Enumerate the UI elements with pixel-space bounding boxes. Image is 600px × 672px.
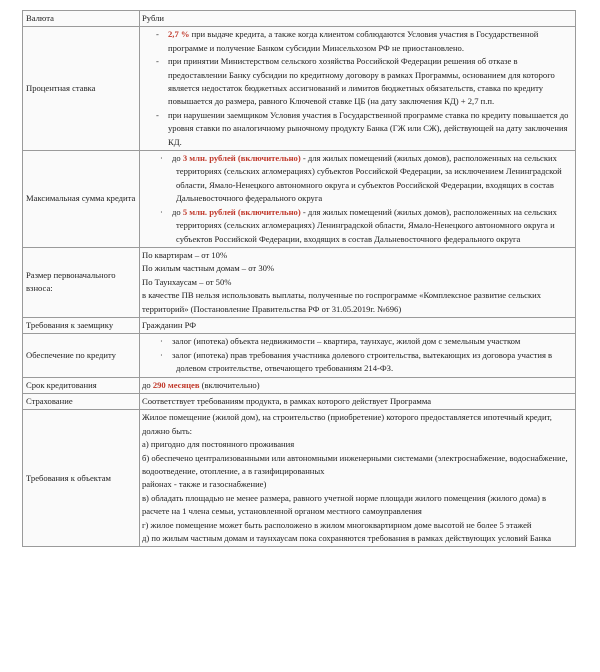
loan-conditions-document [22,10,576,547]
list-item: · залог (ипотека) прав требования участника долевого строительства, вытекающих из договора участия в долевом строительстве, отвечающего требованиям 214-ФЗ. [160,349,553,374]
highlight-term: 290 месяцев [152,379,200,390]
row-label: Обеспечение по кредиту [23,334,140,377]
collateral-cell [140,334,576,377]
table-row-collateral [23,334,576,377]
row-label: Требования к объектам [23,410,140,547]
row-label: Размер первоначального взноса: [23,247,140,317]
row-label: Требования к заемщику [23,317,140,333]
dot-bullet: · [160,153,163,164]
down-payment-cell [140,247,576,317]
term-cell: до 290 месяцев (включительно) [140,377,576,393]
row-label: Срок кредитования [23,377,140,393]
objects-cell [140,410,576,547]
list-item: - при принятии Министерством сельского хозяйства Российской Федерации решения об отказе в предоставлении Банку субсидии по кредитному договору в рамках Программы, основанием для которого является недостаток бюджетных ассигнований и лимитов бюджетных обязательств, ставка по кредиту повышается до размера, равного Ключевой ставке ЦБ (на дату заключения КД) + 2,7 п.п. [156,56,555,107]
table-row-borrower [23,317,576,333]
dash-bullet: - [156,56,159,67]
dot-bullet: · [160,349,163,360]
conditions-table [22,10,576,547]
highlight-amount: 5 млн. рублей (включительно) [182,206,301,217]
text-line: б) обеспечено централизованными или автономными инженерными системами (электроснабжение, водоснабжение, водоотведение, отопление, а в газифицированных [142,452,568,476]
table-row-interest-rate [23,27,576,151]
max-sum-cell [140,151,576,248]
text-line: в) обладать площадью не менее размера, равного учетной норме площади жилого помещения (жилого дома) в расчете на 1 члена семьи, установленной органом местного самоуправления [142,492,547,517]
text-line: По Таунхаусам – от 50% [142,276,232,287]
row-label: Страхование [23,393,140,409]
table-row-max-sum [23,151,576,248]
text-line: По квартирам – от 10% [142,249,228,260]
text-line: Жилое помещение (жилой дом), на строительство (приобретение) которого предоставляется ипотечный кредит, должно быть: [142,412,552,436]
list-item: - 2,7 % при выдаче кредита, а также когда клиентом соблюдаются Условия участия в Государственной программе и получение Банком субсидии Минсельхозом РФ не приостановлено. [156,29,539,53]
text-line: г) жилое помещение может быть расположено в жилом многоквартирном доме высотой не более 5 этажей [142,519,532,530]
text-line: По жилым частным домам – от 30% [142,263,275,274]
row-label: Процентная ставка [23,27,140,151]
highlight-amount: 3 млн. рублей (включительно) [182,153,301,164]
table-row-down-payment [23,247,576,317]
text-line: районах - также и газоснабжение) [142,479,267,490]
row-label: Максимальная сумма кредита [23,151,140,248]
rate-cell [140,27,576,151]
row-value: Гражданин РФ [140,317,576,333]
text-line: д) по жилым частным домам и таунхаусам пока сохраняются требования в рамках действующих условий Банка [142,533,552,544]
list-item: · залог (ипотека) объекта недвижимости – квартира, таунхаус, жилой дом с земельным участком [142,335,572,348]
row-value: Рубли [140,11,576,27]
table-row-objects [23,410,576,547]
text-line: а) пригодно для постоянного проживания [142,439,295,450]
list-item: - при нарушении заемщиком Условия участия в Государственной программе ставка по кредиту повышается до уровня ставки по аналогичному рыночному продукту Банка (ГЖ или СЖ), действующей на дату заключения КД. [156,109,569,147]
highlight-rate: 2,7 % [168,29,190,40]
table-row-term [23,377,576,393]
row-label: Валюта [23,11,140,27]
list-item: · до 3 млн. рублей (включительно) - для жилых помещений (жилых домов), расположенных на сельских территориях (сельских агломерациях) субъектов Российской Федерации, за исключением Ленинградской области, Ямало-Ненецкого автономного округа и субъектов Российской Федерации, входящих в состав Дальневосточного федерального округа [160,153,562,204]
row-value: Соответствует требованиям продукта, в рамках которого действует Программа [140,393,576,409]
dash-bullet: - [156,109,159,120]
list-item: · до 5 млн. рублей (включительно) - для жилых помещений (жилых домов), расположенных на сельских территориях (сельских агломерациях) Ленинградской области, Ямало-Ненецкого автономного округа и субъектов Российской Федерации, входящих в состав Дальневосточного федерального округа [160,206,557,244]
table-row-currency [23,11,576,27]
table-row-insurance [23,393,576,409]
text-line: в качестве ПВ нельзя использовать выплаты, полученные по госпрограмме «Комплексное развитие сельских территорий» (Постановление Правительства РФ от 31.05.2019г. №696) [142,290,542,314]
dot-bullet: · [160,206,163,217]
dash-bullet: - [156,29,159,40]
dot-bullet: · [160,336,163,347]
